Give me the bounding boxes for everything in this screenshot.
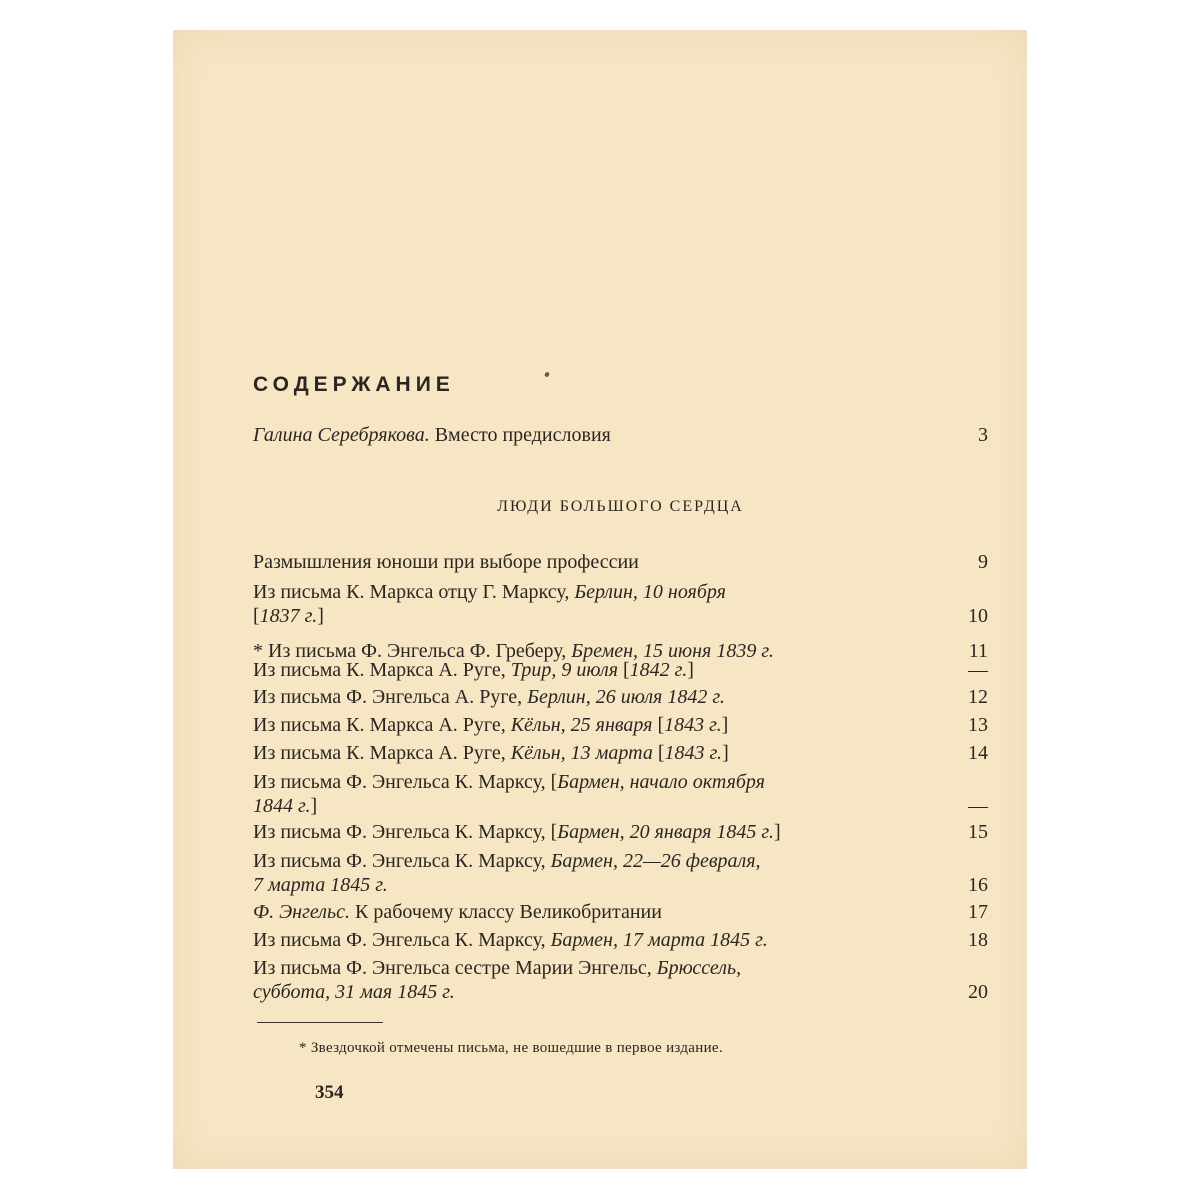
toc-page-number: — xyxy=(968,659,988,681)
entry-text: ] xyxy=(317,605,324,627)
entry-text: [ xyxy=(652,714,665,736)
toc-entry-text xyxy=(253,580,921,628)
toc-entry xyxy=(253,956,988,1004)
entry-text: Размышления юноши при выборе профессии xyxy=(253,551,639,573)
toc-entry-text xyxy=(253,900,921,924)
entry-year: 1843 г. xyxy=(664,714,722,736)
entry-text: Из письма К. Маркса А. Руге, xyxy=(253,742,511,764)
entry-place-date: Кёльн, 25 января xyxy=(510,714,653,736)
contents-heading: СОДЕРЖАНИЕ xyxy=(253,373,455,396)
entry-place-date: Берлин, 26 июля 1842 г. xyxy=(527,686,725,708)
entry-place-date: Кёльн, 13 марта xyxy=(510,742,653,764)
entry-place-date: Брюссель, xyxy=(656,957,742,979)
entry-text: Из письма К. Маркса А. Руге, xyxy=(253,714,511,736)
entry-year: 1843 г. xyxy=(664,742,723,764)
entry-text: Из письма Ф. Энгельса К. Марксу, [ xyxy=(253,821,558,843)
entry-place-date: 7 марта 1845 г. xyxy=(253,874,388,896)
toc-entry-text xyxy=(253,550,921,574)
toc-entry-text xyxy=(253,741,921,765)
entry-place-date: 1844 г. xyxy=(253,795,311,817)
entry-text: Из письма К. Маркса отцу Г. Марксу, xyxy=(253,581,575,603)
toc-page-number: 11 xyxy=(968,640,988,662)
entry-place-date: Бремен, 15 июня 1839 г. xyxy=(571,640,774,662)
toc-entry xyxy=(253,849,988,897)
toc-entry-text xyxy=(253,770,921,818)
entry-place-date: суббота, 31 мая 1845 г. xyxy=(253,981,455,1003)
toc-page-number: 9 xyxy=(978,551,988,573)
entry-text: Из письма Ф. Энгельса К. Марксу, [ xyxy=(253,771,558,793)
footnote-rule xyxy=(257,1022,383,1023)
entry-place-date: Ф. Энгельс. xyxy=(253,901,350,923)
intro-author: Галина Серебрякова. xyxy=(253,424,430,446)
toc-page-number: 13 xyxy=(968,714,988,736)
entry-place-date: Трир, 9 июля xyxy=(510,659,618,681)
entry-text: ] xyxy=(687,659,694,681)
paper-speck xyxy=(544,371,550,377)
toc-entry-text xyxy=(253,928,921,952)
entry-text: ] xyxy=(721,714,729,736)
entry-text: ] xyxy=(773,821,781,843)
toc-page-number: 18 xyxy=(968,929,988,951)
entry-text: ] xyxy=(722,742,729,764)
intro-title: Вместо предисловия xyxy=(429,424,611,446)
toc-entry-text xyxy=(253,685,921,709)
entry-place-date: Берлин, 10 ноября xyxy=(574,581,726,603)
toc-page-number: 17 xyxy=(968,901,988,923)
toc-entry xyxy=(253,580,988,628)
entry-text: [ xyxy=(618,659,630,681)
toc-entry xyxy=(253,658,988,682)
entry-place-date: 1837 г. xyxy=(259,605,318,627)
toc-entry-text xyxy=(253,820,921,844)
toc-entry xyxy=(253,770,988,818)
entry-text: Из письма Ф. Энгельса К. Марксу, xyxy=(253,850,551,872)
toc-page-number: 15 xyxy=(968,821,988,843)
entry-place-date: Бармен, начало октября xyxy=(557,771,765,793)
toc-entry-text xyxy=(253,713,921,737)
toc-page-number: 16 xyxy=(968,874,988,896)
entry-year: 1842 г. xyxy=(629,659,688,681)
toc-entry xyxy=(253,685,988,709)
footnote: * Звездочкой отмечены письма, не вошедшие в первое издание. xyxy=(299,1040,723,1056)
entry-text: ] xyxy=(310,795,318,817)
entry-text: * Из письма Ф. Энгельса Ф. Греберу, xyxy=(253,640,572,662)
toc-page-number: 20 xyxy=(968,981,988,1003)
page-number: 354 xyxy=(315,1082,344,1103)
toc-entry xyxy=(253,741,988,765)
toc-page-number: 10 xyxy=(968,605,988,627)
toc-entry xyxy=(253,550,988,574)
toc-page-number: 3 xyxy=(978,424,988,446)
entry-text: Из письма К. Маркса А. Руге, xyxy=(253,659,511,681)
toc-entry-text xyxy=(253,956,921,1004)
toc-page-number: 14 xyxy=(968,742,988,764)
toc-entry xyxy=(253,820,988,844)
book-page xyxy=(173,30,1027,1169)
toc-entry-intro xyxy=(253,423,988,447)
toc-page-number: — xyxy=(968,795,988,817)
entry-text: Из письма Ф. Энгельса А. Руге, xyxy=(253,686,528,708)
entry-place-date: Бармен, 22—26 февраля, xyxy=(550,850,761,872)
entry-place-date: Бармен, 17 марта 1845 г. xyxy=(550,929,768,951)
toc-entry-text xyxy=(253,658,921,682)
toc-entry xyxy=(253,928,988,952)
entry-text: К рабочему классу Великобритании xyxy=(349,901,662,923)
entry-text: Из письма Ф. Энгельса сестре Марии Энгельс, xyxy=(253,957,657,979)
entry-text: [ xyxy=(652,742,665,764)
section-title: ЛЮДИ БОЛЬШОГО СЕРДЦА xyxy=(497,498,744,515)
entry-text: [ xyxy=(253,605,260,627)
toc-entry-text xyxy=(253,849,921,897)
toc-entry xyxy=(253,900,988,924)
entry-place-date: Бармен, 20 января 1845 г. xyxy=(557,821,774,843)
toc-entry xyxy=(253,713,988,737)
entry-text: Из письма Ф. Энгельса К. Марксу, xyxy=(253,929,551,951)
toc-page-number: 12 xyxy=(968,686,988,708)
